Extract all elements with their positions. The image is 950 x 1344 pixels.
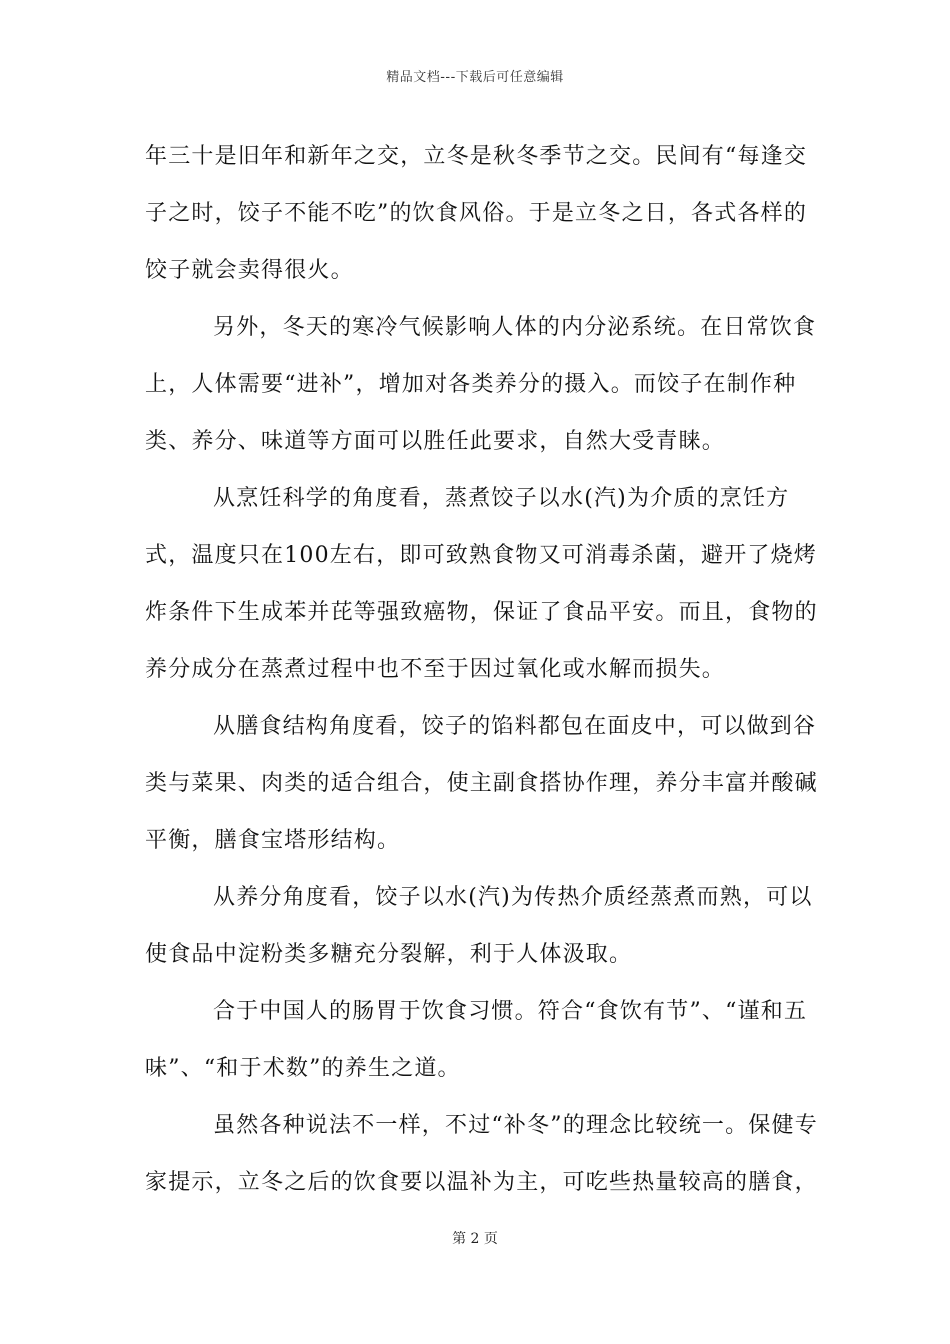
page-number: 第 2 页 [452, 1231, 498, 1247]
document-body [145, 128, 820, 1211]
paragraph: 虽然各种说法不一样，不过“补冬”的理念比较统一。保健专家提示，立冬之后的饮食要以温补为主，可吃些热量较高的膳食， [145, 1113, 818, 1195]
page-header: 精品文档---下载后可任意编辑 [386, 70, 564, 85]
paragraph: 从烹饪科学的角度看，蒸煮饺子以水(汽)为介质的烹饪方式，温度只在100左右，即可致熟食物又可消毒杀菌，避开了烧烤炸条件下生成苯并芘等强致癌物，保证了食品平安。而且，食物的养分成分在蒸煮过程中也不至于因过氧化或水解而损失。 [145, 486, 818, 682]
paragraph-continuation: 年三十是旧年和新年之交，立冬是秋冬季节之交。民间有“每逢交子之时，饺子不能不吃”的饮食风俗。于是立冬之日，各式各样的饺子就会卖得很火。 [145, 144, 808, 283]
paragraph: 从养分角度看，饺子以水(汽)为传热介质经蒸煮而熟，可以使食品中淀粉类多糖充分裂解，利于人体汲取。 [145, 885, 813, 967]
paragraph: 合于中国人的肠胃于饮食习惯。符合“食饮有节”、“谨和五味”、“和于术数”的养生之道。 [145, 999, 808, 1081]
paragraph: 另外，冬天的寒冷气候影响人体的内分泌系统。在日常饮食上，人体需要“进补”，增加对各类养分的摄入。而饺子在制作种类、养分、味道等方面可以胜任此要求，自然大受青睐。 [145, 315, 817, 454]
paragraph: 从膳食结构角度看，饺子的馅料都包在面皮中，可以做到谷类与菜果、肉类的适合组合，使主副食搭协作理，养分丰富并酸碱平衡，膳食宝塔形结构。 [145, 714, 818, 853]
